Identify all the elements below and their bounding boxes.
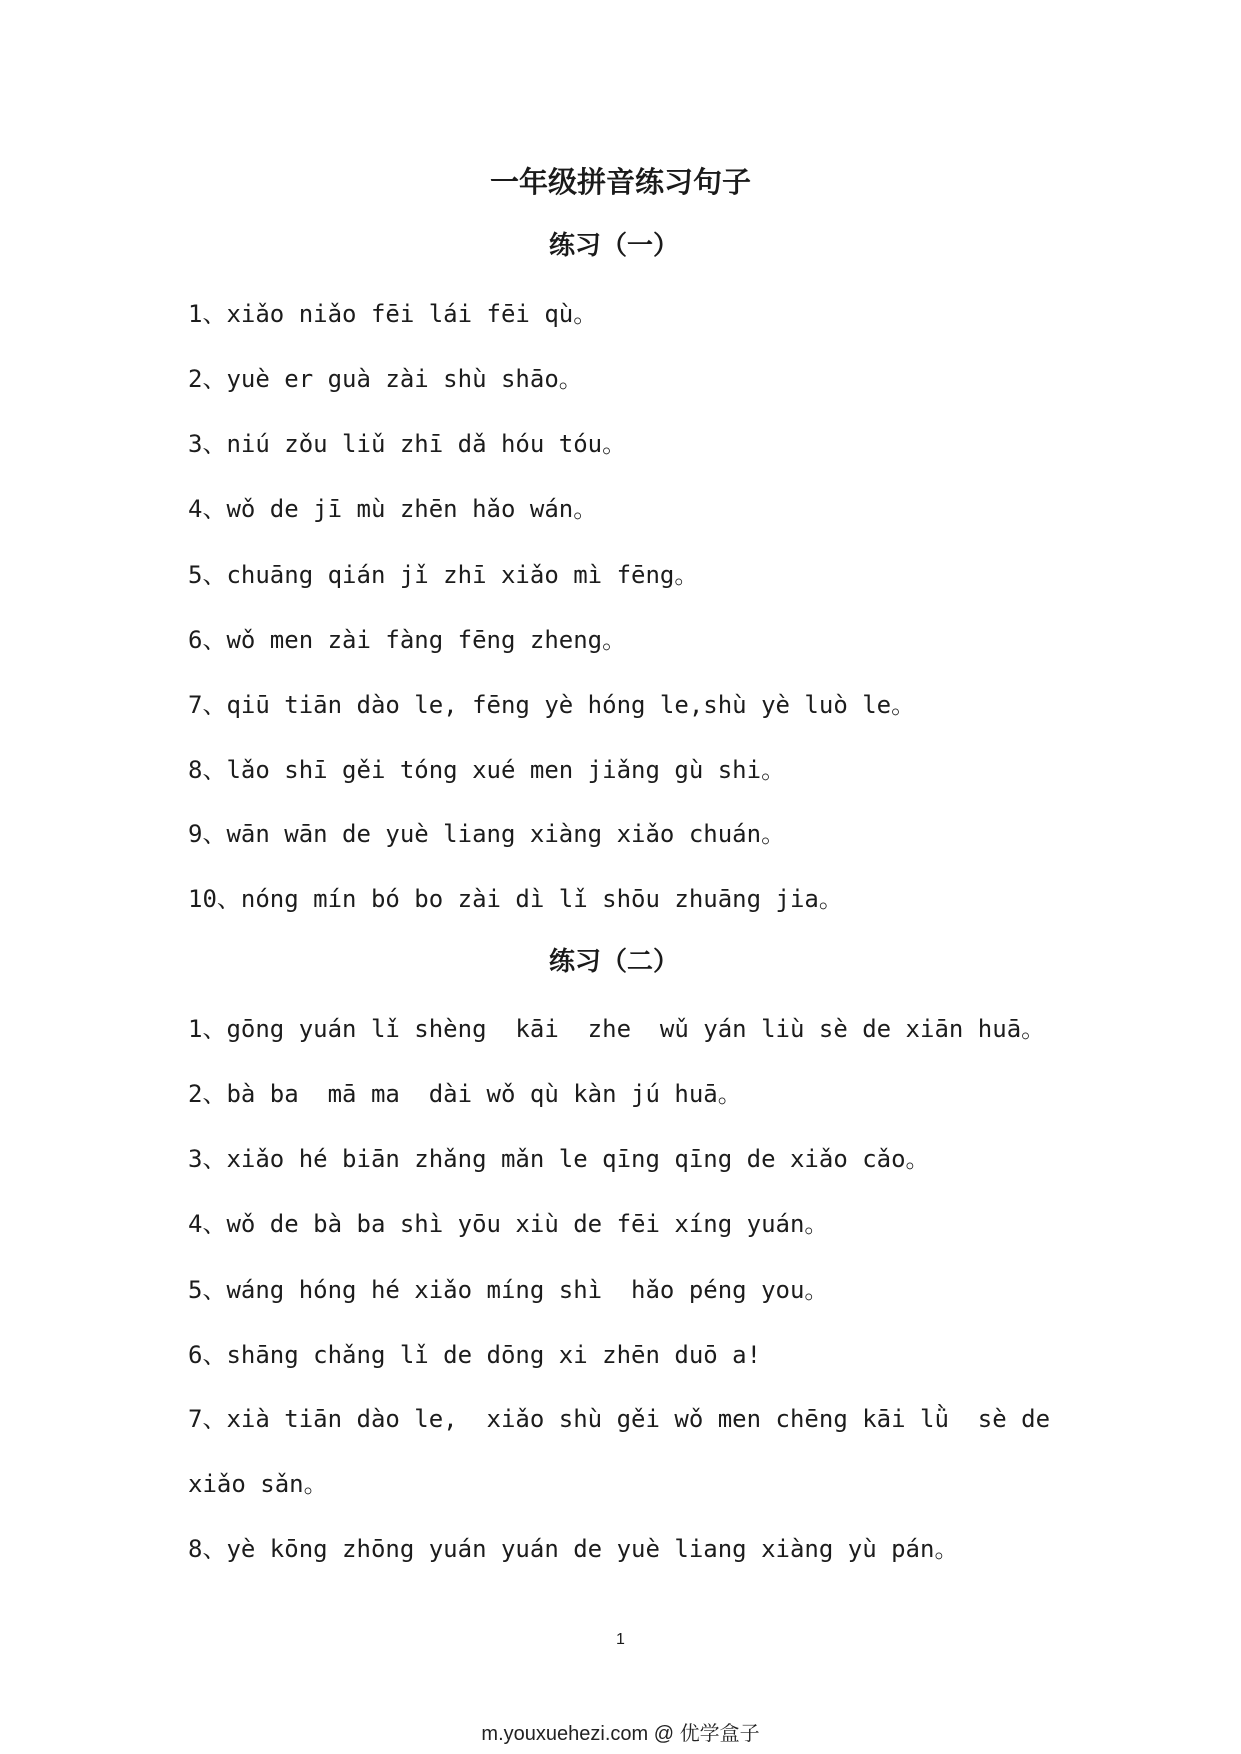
sentence-line: 9、wān wān de yuè liang xiàng xiǎo chuán。: [188, 820, 786, 848]
sentence-line: 7、xià tiān dào le, xiǎo shù gěi wǒ men chēng kāi lǜ sè de: [188, 1405, 1051, 1433]
page-title: 一年级拼音练习句子: [489, 165, 751, 199]
sentence-line: 2、yuè er guà zài shù shāo。: [188, 365, 583, 393]
sentence-line: 3、niú zǒu liǔ zhī dǎ hóu tóu。: [188, 430, 627, 458]
sentence-line: 5、chuāng qián jǐ zhī xiǎo mì fēng。: [188, 561, 699, 589]
sentence-line: 1、xiǎo niǎo fēi lái fēi qù。: [188, 300, 598, 328]
section-heading-2: 练习（二）: [548, 947, 679, 977]
sentence-line-continuation: xiǎo sǎn。: [188, 1470, 328, 1498]
sentence-line: 3、xiǎo hé biān zhǎng mǎn le qīng qīng de xiǎo cǎo。: [188, 1145, 930, 1173]
sentence-line: 1、gōng yuán lǐ shèng kāi zhe wǔ yán liù sè de xiān huā。: [188, 1015, 1046, 1043]
sentence-line: 5、wáng hóng hé xiǎo míng shì hǎo péng you。: [188, 1276, 829, 1304]
sentence-line: 10、nóng mín bó bo zài dì lǐ shōu zhuāng jia。: [188, 885, 843, 913]
footer-watermark: m.youxuehezi.com @ 优学盒子: [481, 1723, 760, 1745]
sentence-line: 8、lǎo shī gěi tóng xué men jiǎng gù shi。: [188, 756, 786, 784]
sentence-line: 6、shāng chǎng lǐ de dōng xi zhēn duō a!: [188, 1341, 762, 1369]
sentence-line: 7、qiū tiān dào le, fēng yè hóng le,shù yè luò le。: [188, 691, 916, 719]
sentence-line: 8、yè kōng zhōng yuán yuán de yuè liang xiàng yù pán。: [188, 1535, 959, 1563]
section-heading-1: 练习（一）: [548, 231, 679, 261]
sentence-line: 6、wǒ men zài fàng fēng zheng。: [188, 626, 627, 654]
page-number: 1: [616, 1631, 625, 1648]
sentence-line: 4、wǒ de jī mù zhēn hǎo wán。: [188, 495, 598, 523]
sentence-line: 4、wǒ de bà ba shì yōu xiù de fēi xíng yuán。: [188, 1210, 829, 1238]
sentence-line: 2、bà ba mā ma dài wǒ qù kàn jú huā。: [188, 1080, 742, 1108]
